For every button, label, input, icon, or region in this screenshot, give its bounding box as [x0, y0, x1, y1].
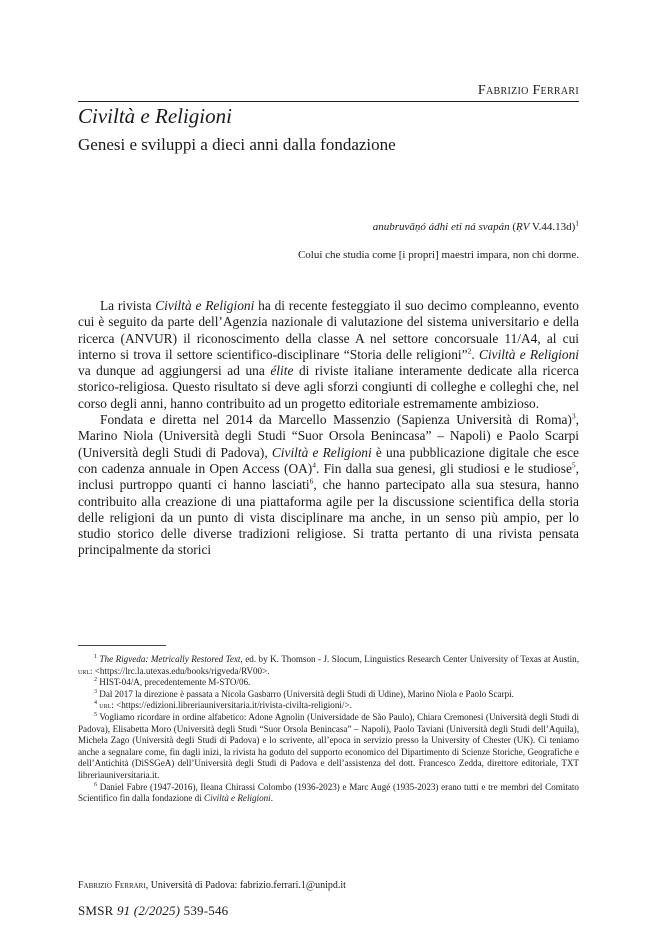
- epigraph-translation: Colui che studia come [i propri] maestri impara, non chi dorme.: [297, 249, 579, 261]
- footnote-ref-6[interactable]: 6: [309, 476, 314, 486]
- article-title: Civiltà e Religioni: [78, 104, 232, 128]
- footnote-2: $^2$ HIST-04/A, precedentemente M-STO/06.: [94, 677, 251, 688]
- journal-name-italic: Civiltà e Religioni: [271, 444, 372, 460]
- author-email[interactable]: , Università di Padova: fabrizio.ferrari.1@unipd.it: [145, 880, 346, 891]
- footnote-ref-3[interactable]: 3: [571, 411, 576, 421]
- journal-pages: 539-546: [180, 903, 229, 918]
- journal-citation: SMSR 91 (2/2025) 539-546: [78, 903, 229, 918]
- article-subtitle: Genesi e sviluppi a dieci anni dalla fondazione: [78, 135, 396, 154]
- footnotes: [78, 654, 579, 805]
- body-text: [78, 298, 579, 559]
- epigraph-sanskrit: [372, 218, 579, 233]
- header-rule: [78, 101, 579, 102]
- footnote-5: $^5$ Vogliamo ricordare in ordine alfabetico: Adone Agnolin (Universidade de São Paulo), Chiara Cremonesi (Università degli Studi di Padova), Elisabetta Moro (Università degli Studi “Suor Orsola Benincasa” – Napoli), Paolo Taviani (Università degli Studi dell’Aquila), Michela Zago (Università degli Studi di Padova) e lo scrivente, all’epoca in servizio presso la University of Chester (UK). Ci teniamo anche a segnalare come, fin dagli inizi, la rivista ha goduto del supporto economico del Dipartimento di Scienze Storiche, Geografiche e dell’Antichità (DiSSGeA) dell’Università degli Studi di Padova e dell’assistenza del dott. Francesco Zedda, direttore editoriale, TXT libreriauniversitaria.it.: [78, 711, 579, 780]
- journal-name-italic: Civiltà e Religioni: [478, 346, 580, 362]
- footnote-link[interactable]: : <https://edizioni.libreriauniversitaria.it/rivista-civilta-religioni/>.: [111, 700, 352, 711]
- author-affiliation: [78, 880, 346, 891]
- footnote-link[interactable]: : <https://lrc.la.utexas.edu/books/rigveda/RV00>.: [90, 665, 270, 676]
- footnote-6: $^6$ Daniel Fabre (1947-2016), Ileana Chirassi Colombo (1936-2023) e Marc Augé (1935-2023) erano tutti e tre membri del Comitato Scientifico fin dalla fondazione di Civiltà e Religioni.: [78, 781, 579, 804]
- paragraph-1: La rivista Civiltà e Religioni ha di recente festeggiato il suo decimo compleanno, evento cui è seguito da parte dell’Agenzia nazionale di valutazione del sistema universitario e della ricerca (ANVUR) il riconoscimento della classe A nel settore concorsuale 11/A4, al cui interno si trova il settore scientifico-disciplinare “Storia delle religioni”$^2$. Civiltà e Religioni va dunque ad aggiungersi ad una élite di riviste italiane interamente dedicate alla ricerca storico-religiosa. Questo risultato si deve agli sforzi congiunti di colleghe e colleghi che, nel corso degli anni, hanno contribuito ad un progetto editoriale estremamente ambizioso.: [78, 298, 580, 411]
- paragraph-2: Fondata e diretta nel 2014 da Marcello Massenzio (Sapienza Università di Roma)$^3$, Marino Niola (Università degli Studi “Suor Orsola Benincasa” – Napoli) e Paolo Scarpi (Università degli Studi di Padova), Civiltà e Religioni è una pubblicazione digitale che esce con cadenza annuale in Open Access (OA)$^4$. Fin dalla sua genesi, gli studiosi e le studiose$^5$, inclusi purtroppo quanti ci hanno lasciati$^6$, che hanno partecipato alla sua stesura, hanno contribuito alla creazione di una piattaforma agile per la discussione scientifica della storia delle religioni da un punto di vista disciplinare ma anche, in un senso più ampio, per lo studio storico delle diverse tradizioni religiose. Si tratta pertanto di una rivista pensata principalmente da storici: [78, 411, 580, 558]
- epigraph-ref-open: (: [509, 221, 517, 233]
- footnote-3: $^3$ Dal 2017 la direzione è passata a Nicola Gasbarro (Università degli Studi di Udine), Marino Niola e Paolo Scarpi.: [94, 688, 514, 699]
- elite-italic: élite: [270, 363, 294, 379]
- footnote-ref-2[interactable]: 2: [467, 346, 472, 356]
- url-label: url: [99, 700, 112, 711]
- footnote-1: $^1$ The Rigveda: Metrically Restored Text, ed. by K. Thomson - J. Slocum, Linguistics Research Center University of Texas at Austin, url: <https://lrc.la.utexas.edu/books/rigveda/RV00>.: [78, 653, 579, 676]
- article-page: [78, 0, 579, 943]
- footnote-ref-5[interactable]: 5: [571, 460, 576, 470]
- running-head-author: Fabrizio Ferrari: [477, 83, 579, 98]
- author-name: Fabrizio Ferrari: [78, 880, 146, 891]
- footnote-ref-1[interactable]: 1: [575, 218, 579, 228]
- epigraph-ref-rv: ṚV: [516, 221, 530, 233]
- epigraph-ref-loc: V.44.13d): [529, 221, 576, 233]
- journal-name-italic: Civiltà e Religioni: [155, 298, 255, 313]
- footnote-ref-4[interactable]: 4: [312, 460, 316, 470]
- journal-volume: 91 (2/2025): [116, 903, 181, 918]
- epigraph-quote: anubruvāṇó ádhi eti ná svapán: [372, 221, 510, 233]
- footnote-separator: [78, 645, 166, 646]
- url-label: url: [78, 665, 90, 676]
- footnote-4: $^4$ url: <https://edizioni.libreriauniversitaria.it/rivista-civilta-religioni/>.: [94, 700, 352, 711]
